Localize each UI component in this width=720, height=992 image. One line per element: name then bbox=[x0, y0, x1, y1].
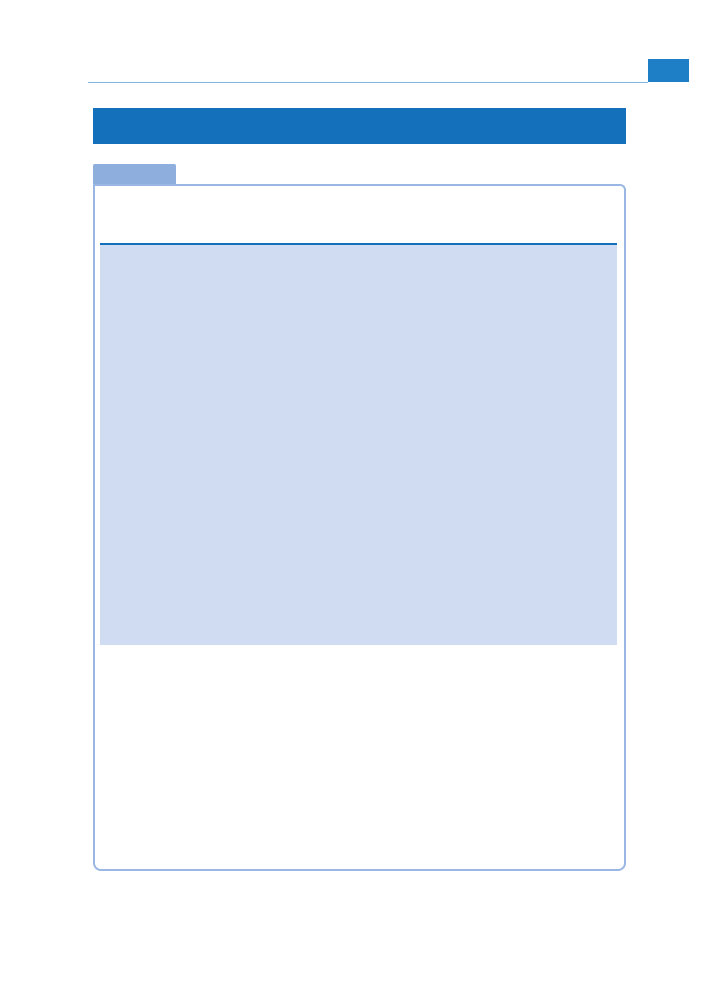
section-title-bar bbox=[93, 108, 626, 144]
page-number bbox=[648, 59, 689, 82]
header-rule bbox=[88, 82, 648, 83]
tasks-label bbox=[93, 164, 176, 184]
text-panel bbox=[100, 243, 617, 645]
